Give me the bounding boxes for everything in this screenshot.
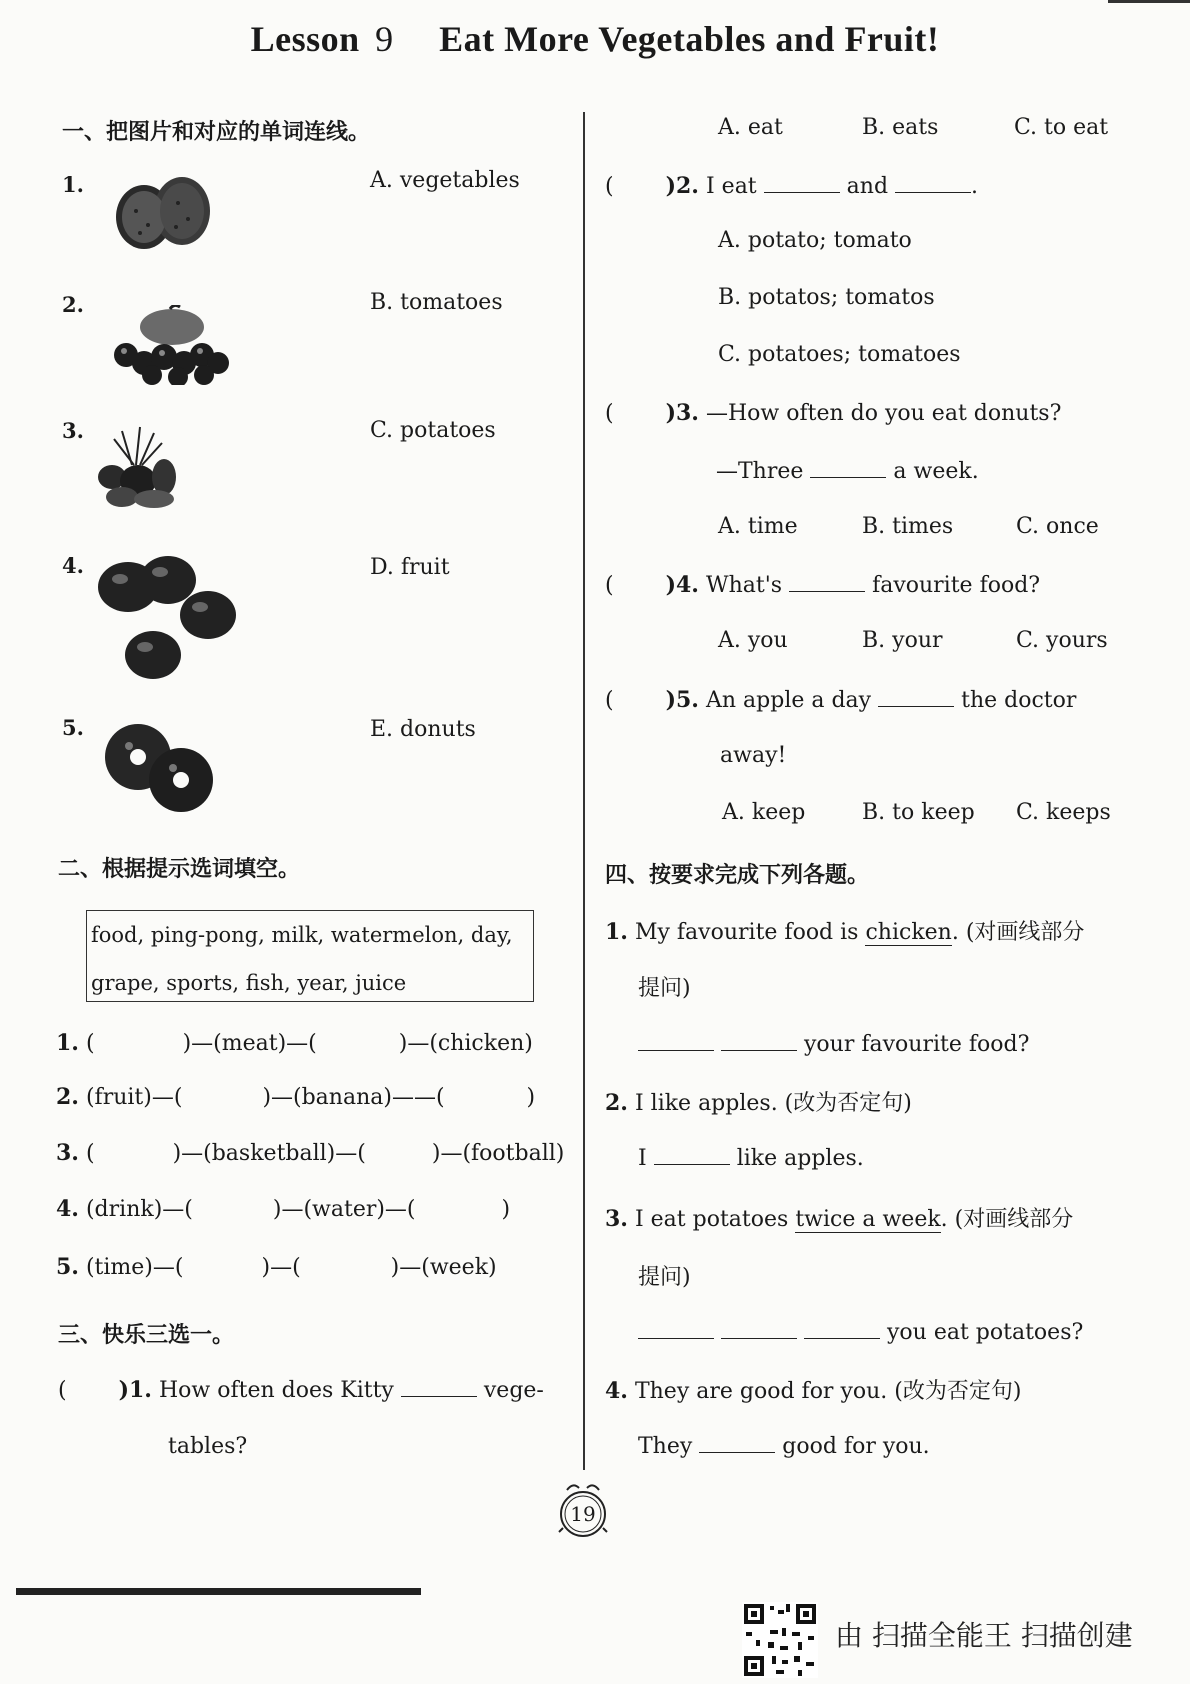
row-num: 2. (56, 1084, 79, 1110)
page-title (0, 18, 1190, 60)
answer-paren[interactable]: ( (605, 174, 614, 199)
answer-blank[interactable] (654, 1144, 730, 1165)
answer-blank[interactable] (810, 457, 886, 478)
question-num: )2. (665, 173, 699, 199)
answer-text: They (638, 1434, 693, 1459)
bottom-edge-line (16, 1588, 421, 1595)
column-divider (583, 112, 585, 1470)
part4-q2-answer (638, 1144, 864, 1171)
q2-option-b: B. potatos; tomatos (718, 285, 935, 310)
row-num: 1. (56, 1030, 79, 1056)
question-text: a week. (893, 459, 979, 484)
scanner-watermark: 由 扫描全能王 扫描创建 (835, 1619, 1133, 1652)
donuts-picture[interactable] (103, 722, 218, 817)
word-bank-line-1: food, ping-pong, milk, watermelon, day, (91, 923, 513, 947)
q4-option-a: A. you (718, 628, 788, 653)
row-seg: ( (85, 1031, 95, 1056)
lesson-number: 9 (375, 19, 394, 59)
question-text: I eat (705, 174, 757, 199)
question-num: 4. (605, 1378, 628, 1404)
q3-option-c: C. once (1016, 514, 1099, 539)
part3-q3 (605, 400, 1061, 426)
row-seg: ) (501, 1197, 511, 1222)
row-seg: )—(basketball)—( (172, 1141, 366, 1166)
part4-q1-line2: 提问) (638, 976, 691, 1001)
q1-option-b: B. eats (862, 115, 939, 140)
question-text: and (846, 174, 889, 199)
tomatoes-picture[interactable] (98, 555, 248, 685)
question-text: My favourite food is (634, 920, 859, 945)
part1-item-5-num: 5. (62, 715, 84, 740)
question-text: I eat potatoes (634, 1207, 789, 1232)
answer-paren[interactable]: ( (605, 401, 614, 426)
q2-option-a: A. potato; tomato (718, 228, 912, 253)
question-text: How often does Kitty (158, 1378, 394, 1403)
row-num: 4. (56, 1196, 79, 1222)
question-text: . (对画线部分 (940, 1207, 1074, 1232)
question-text: . (对画线部分 (951, 920, 1085, 945)
part1-heading: 一、把图片和对应的单词连线。 (62, 120, 371, 145)
part1-item-4-num: 4. (62, 553, 84, 578)
q3-option-a: A. time (718, 514, 798, 539)
part3-q5-cont: away! (720, 743, 787, 768)
question-text: —Three (716, 459, 804, 484)
row-seg: )—(football) (431, 1141, 565, 1166)
question-text: An apple a day (705, 688, 872, 713)
question-text: I like apples. (改为否定句) (634, 1091, 912, 1116)
page-number-badge (553, 1478, 613, 1542)
question-num: 2. (605, 1090, 628, 1116)
q5-option-c: C. keeps (1016, 800, 1111, 825)
part2-row-3 (56, 1140, 564, 1166)
part3-q1-cont: tables? (168, 1434, 248, 1459)
part1-option-e: E. donuts (370, 717, 476, 742)
part2-row-5 (56, 1254, 497, 1280)
part1-item-2-num: 2. (62, 292, 84, 317)
fruit-picture[interactable] (112, 305, 237, 385)
part3-q3-line2 (716, 457, 979, 484)
q4-option-b: B. your (862, 628, 943, 653)
q3-option-b: B. times (862, 514, 954, 539)
row-seg: ( (85, 1141, 95, 1166)
question-text: What's (705, 573, 783, 598)
question-num: )4. (665, 572, 699, 598)
part2-row-1 (56, 1030, 533, 1056)
question-text: vege- (483, 1378, 544, 1403)
part4-q4-answer (638, 1432, 930, 1459)
question-text: . (971, 174, 979, 199)
row-seg: )—(meat)—( (182, 1031, 317, 1056)
answer-paren[interactable]: ( (58, 1378, 67, 1403)
row-seg: )—( (261, 1255, 301, 1280)
part3-q4 (605, 571, 1040, 598)
answer-blank[interactable] (895, 172, 971, 193)
answer-blank[interactable] (638, 1030, 714, 1051)
row-seg: )—(water)—( (272, 1197, 416, 1222)
answer-blank[interactable] (878, 686, 954, 707)
question-num: 3. (605, 1206, 628, 1232)
question-num: 1. (605, 919, 628, 945)
answer-text: your favourite food? (804, 1032, 1030, 1057)
row-seg: (fruit)—( (85, 1085, 183, 1110)
potatoes-picture[interactable] (108, 175, 218, 255)
qr-code-icon (742, 1602, 818, 1682)
row-seg: ) (526, 1085, 536, 1110)
part2-row-2 (56, 1084, 535, 1110)
part1-option-a: A. vegetables (370, 168, 520, 193)
answer-text: you eat potatoes? (887, 1320, 1084, 1345)
row-num: 3. (56, 1140, 79, 1166)
q1-option-a: A. eat (718, 115, 783, 140)
part4-q3 (605, 1202, 1073, 1233)
part4-q1-answer (638, 1030, 1029, 1057)
answer-text: I (638, 1146, 647, 1171)
question-text: favourite food? (872, 573, 1041, 598)
question-text: —How often do you eat donuts? (705, 401, 1062, 426)
part1-option-c: C. potatoes (370, 418, 496, 443)
row-seg: (time)—( (85, 1255, 184, 1280)
row-seg: (drink)—( (85, 1197, 193, 1222)
answer-paren[interactable]: ( (605, 688, 614, 713)
row-seg: )—(banana)——( (262, 1085, 445, 1110)
part1-item-1-num: 1. (62, 172, 84, 197)
underlined-word: chicken (865, 920, 952, 945)
part2-row-4 (56, 1196, 510, 1222)
answer-blank[interactable] (699, 1432, 775, 1453)
part4-q2 (605, 1086, 912, 1117)
row-num: 5. (56, 1254, 79, 1280)
q4-option-c: C. yours (1016, 628, 1108, 653)
q2-option-c: C. potatoes; tomatoes (718, 342, 961, 367)
answer-text: like apples. (736, 1146, 864, 1171)
vegetables-picture[interactable] (92, 425, 187, 510)
part3-q1 (58, 1376, 544, 1403)
underlined-phrase: twice a week (795, 1207, 941, 1232)
answer-blank[interactable] (401, 1376, 477, 1397)
part1-option-b: B. tomatoes (370, 290, 503, 315)
part4-heading: 四、按要求完成下列各题。 (605, 863, 870, 888)
part4-q3-answer (638, 1318, 1083, 1345)
answer-blank[interactable] (721, 1030, 797, 1051)
lesson-word: Lesson (250, 19, 360, 59)
lesson-title: Eat More Vegetables and Fruit! (439, 19, 940, 59)
part4-q3-line2: 提问) (638, 1265, 691, 1290)
part3-q2 (605, 172, 978, 199)
answer-blank[interactable] (721, 1318, 797, 1339)
part4-q1 (605, 915, 1084, 946)
part1-option-d: D. fruit (370, 555, 450, 580)
word-bank-box (86, 910, 534, 1002)
question-text: the doctor (961, 688, 1077, 713)
question-num: )1. (118, 1377, 152, 1403)
question-num: )3. (665, 400, 699, 426)
answer-blank[interactable] (764, 172, 840, 193)
part2-heading: 二、根据提示选词填空。 (58, 857, 301, 882)
answer-blank[interactable] (804, 1318, 880, 1339)
row-seg: )—(chicken) (398, 1031, 533, 1056)
page-number: 19 (570, 1502, 596, 1526)
row-seg: )—(week) (390, 1255, 497, 1280)
part4-q4 (605, 1374, 1021, 1405)
q5-option-b: B. to keep (862, 800, 975, 825)
answer-blank[interactable] (638, 1318, 714, 1339)
q1-option-c: C. to eat (1014, 115, 1109, 140)
answer-blank[interactable] (789, 571, 865, 592)
part1-item-3-num: 3. (62, 418, 84, 443)
part3-q5 (605, 686, 1076, 713)
question-text: They are good for you. (改为否定句) (634, 1379, 1022, 1404)
part3-heading: 三、快乐三选一。 (58, 1323, 235, 1348)
word-bank-line-2: grape, sports, fish, year, juice (91, 971, 407, 995)
question-num: )5. (665, 687, 699, 713)
top-edge-line (1108, 0, 1190, 3)
answer-paren[interactable]: ( (605, 573, 614, 598)
answer-text: good for you. (782, 1434, 930, 1459)
q5-option-a: A. keep (722, 800, 806, 825)
